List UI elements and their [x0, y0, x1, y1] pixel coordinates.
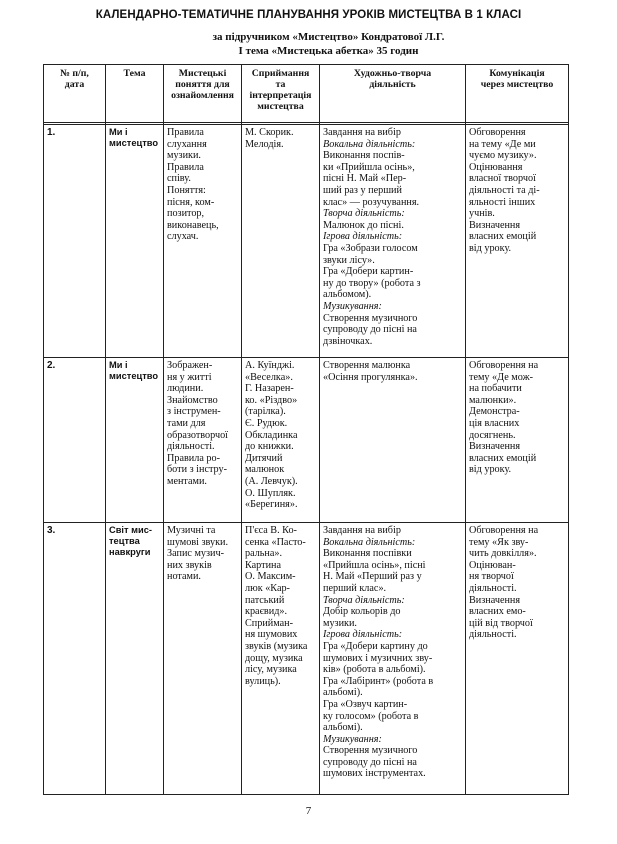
concepts-line: шумові звуки.	[167, 536, 229, 548]
concepts-line: Музичні та	[167, 525, 216, 536]
perception-line: ральна».	[245, 548, 283, 560]
communication-line: діяльності та ді-	[469, 184, 540, 196]
activity-line: ки «Прийшла осінь»,	[323, 161, 415, 173]
communication-line: діяльності.	[469, 629, 517, 641]
concepts-line: боти з інстру-	[167, 464, 227, 476]
concepts-line: Правила	[167, 161, 204, 173]
perception-line: М. Скорик.	[245, 127, 294, 138]
communication-line: Оцінювання	[469, 161, 523, 173]
perception-line: патський	[245, 594, 285, 606]
concepts-line: нотами.	[167, 571, 201, 583]
activity-line: Добір кольорів до	[323, 606, 401, 618]
perception-line: лісу, музика	[245, 664, 297, 676]
activity-line: Виконання поспів-	[323, 150, 405, 162]
activity-line: Гра «Лабіринт» (робота в	[323, 675, 434, 687]
table-row	[44, 125, 569, 358]
cell-communication	[466, 358, 569, 523]
row-number: 2.	[47, 360, 56, 371]
cell-perception	[242, 523, 320, 795]
planning-table	[43, 64, 569, 795]
activity-line: ший раз у перший	[323, 184, 402, 196]
activity-line: альбомом).	[323, 289, 372, 301]
cell-concepts	[164, 523, 242, 795]
communication-line: малюнки».	[469, 394, 517, 406]
concepts-line: них звуків	[167, 559, 212, 571]
activity-line: ну до твору» (робота з	[323, 277, 421, 289]
concepts-line: пісня, ком-	[167, 196, 215, 208]
activity-line: супроводу до пісні на	[323, 324, 417, 336]
communication-line: на побачити	[469, 383, 522, 395]
perception-line: дощу, музика	[245, 652, 303, 664]
communication-line: Визначення	[469, 219, 521, 231]
header-line: через мистецтво	[480, 79, 554, 90]
communication-line: цій від творчої	[469, 617, 533, 629]
activity-line: Завдання на вибір	[323, 525, 401, 536]
cell-topic	[106, 125, 164, 358]
concepts-line: ментами.	[167, 475, 207, 487]
header-concepts	[164, 65, 242, 123]
perception-line: П'єса В. Ко-	[245, 525, 297, 536]
activity-line: ків» (робота в альбомі).	[323, 664, 426, 676]
activity-line: Творча діяльність:	[323, 208, 405, 220]
communication-line: від уроку.	[469, 242, 512, 254]
activity-line: дзвіночках.	[323, 335, 373, 347]
communication-line: діяльності.	[469, 582, 517, 594]
topic-line: мистецтво	[109, 138, 159, 148]
communication-line: яльності інших	[469, 196, 536, 208]
communication-line: Обговорення на	[469, 525, 539, 536]
perception-line: ко. «Різдво»	[245, 394, 298, 406]
header-line: Мистецькі	[178, 68, 227, 79]
communication-line: Обговорення на	[469, 360, 539, 371]
perception-line: звуків (музика	[245, 640, 308, 652]
activity-line: Створення музичного	[323, 312, 418, 324]
communication-line: Визначення	[469, 594, 521, 606]
perception-line: «Берегиня».	[245, 499, 298, 511]
activity-line: клас» — розучування.	[323, 196, 420, 208]
cell-communication	[466, 523, 569, 795]
concepts-line: слухання	[167, 138, 207, 150]
communication-line: власних емоцій	[469, 231, 537, 243]
header-topic	[106, 65, 164, 123]
communication-line: ція власних	[469, 417, 520, 429]
activity-line: Н. Май «Перший раз у	[323, 571, 422, 583]
activity-line: шумових і музичних зву-	[323, 652, 433, 664]
table-row	[44, 523, 569, 795]
page-number: 7	[305, 805, 312, 817]
cell-perception	[242, 125, 320, 358]
textbook-subtitle: за підручником «Мистецтво» Кондратової Л.Г.	[212, 31, 445, 43]
header-line: мистецтва	[257, 101, 304, 112]
perception-line: А. Куїнджі.	[245, 360, 295, 371]
cell-topic	[106, 358, 164, 523]
cell-concepts	[164, 125, 242, 358]
header-line: Сприймання	[251, 68, 310, 79]
activity-line: ку голосом» (робота в	[323, 710, 419, 722]
activity-line: Гра «Озвуч картин-	[323, 698, 408, 710]
communication-line: учнів.	[469, 208, 495, 220]
communication-line: власних емоцій	[469, 452, 537, 464]
cell-concepts	[164, 358, 242, 523]
activity-line: Творча діяльність:	[323, 594, 405, 606]
communication-line: від уроку.	[469, 464, 512, 476]
header-perception	[242, 65, 320, 123]
communication-line: тему «Як зву-	[469, 536, 529, 548]
concepts-line: ня у житті	[167, 371, 212, 383]
activity-line: Створення малюнка	[323, 360, 411, 371]
topic-line: мистецтво	[109, 371, 159, 381]
concepts-line: Правила	[167, 127, 204, 138]
communication-line: тему «Де мож-	[469, 371, 534, 383]
perception-line: Є. Рудюк.	[245, 417, 288, 429]
topic-line: Ми і	[109, 127, 128, 137]
communication-line: ня творчої	[469, 571, 514, 583]
header-line: та	[275, 79, 286, 90]
topic-line: навкруги	[109, 547, 151, 557]
topic-line: Світ мис-	[109, 525, 153, 535]
activity-line: Створення музичного	[323, 745, 418, 757]
header-line: № п/п,	[60, 68, 89, 79]
perception-line: вулиць).	[245, 675, 281, 687]
table-body	[44, 125, 569, 795]
cell-perception	[242, 358, 320, 523]
row-number: 1.	[47, 127, 56, 138]
activity-line: Виконання поспівки	[323, 548, 412, 560]
header-num	[44, 65, 106, 123]
row-number: 3.	[47, 525, 56, 536]
activity-line: Гра «Добери картину до	[323, 640, 428, 652]
topic-line: Ми і	[109, 360, 128, 370]
concepts-line: виконавець,	[167, 219, 219, 231]
perception-line: О. Максим-	[245, 571, 296, 583]
perception-line: Обкладинка	[245, 429, 298, 441]
concepts-line: Запис музич-	[167, 548, 224, 560]
communication-line: Оцінюван-	[469, 559, 516, 571]
cell-num	[44, 523, 106, 795]
concepts-line: тами для	[167, 417, 206, 429]
perception-line: Картина	[245, 559, 282, 571]
activity-line: Гра «Зобрази голосом	[323, 242, 418, 254]
activity-line: Завдання на вибір	[323, 127, 401, 138]
concepts-line: образотворчої	[167, 429, 228, 441]
perception-line: О. Шупляк.	[245, 487, 296, 499]
header-line: ознайомлення	[171, 90, 234, 101]
cell-activity	[320, 125, 466, 358]
activity-line: супроводу до пісні на	[323, 756, 417, 768]
cell-activity	[320, 358, 466, 523]
concepts-line: з інструмен-	[167, 406, 221, 418]
activity-line: «Осіння прогулянка».	[323, 371, 418, 383]
header-activity	[320, 65, 466, 123]
header-line: діяльність	[369, 79, 416, 90]
header-line: Художньо-творча	[353, 68, 432, 79]
activity-line: шумових інструментах.	[323, 768, 426, 780]
header-line: інтерпретація	[249, 90, 312, 101]
communication-line: власних емо-	[469, 606, 526, 618]
activity-line: Гра «Добери картин-	[323, 266, 414, 278]
perception-line: Сприйман-	[245, 617, 293, 629]
activity-line: звуки лісу».	[323, 254, 375, 266]
header-line: Комунікація	[489, 68, 545, 79]
communication-line: чуємо музику».	[469, 150, 537, 162]
communication-line: чить довкілля».	[469, 548, 537, 560]
header-line: дата	[64, 79, 85, 90]
activity-line: пісні Н. Май «Пер-	[323, 173, 407, 185]
perception-line: Г. Назарен-	[245, 383, 294, 395]
perception-line: сенка «Пасто-	[245, 536, 306, 548]
concepts-line: Поняття:	[167, 184, 206, 196]
cell-num	[44, 358, 106, 523]
cell-activity	[320, 523, 466, 795]
activity-line: альбомі).	[323, 722, 363, 734]
activity-line: музики.	[323, 617, 357, 629]
perception-line: люк «Кар-	[245, 582, 290, 594]
header-line: Тема	[123, 68, 146, 79]
communication-line: Демонстра-	[469, 406, 520, 418]
communication-line: на тему «Де ми	[469, 138, 536, 150]
cell-num	[44, 125, 106, 358]
activity-line: альбомі).	[323, 687, 363, 699]
communication-line: власної творчої	[469, 173, 536, 185]
concepts-line: музики.	[167, 150, 201, 162]
activity-line: Музикування:	[323, 300, 382, 312]
perception-line: ня шумових	[245, 629, 298, 641]
concepts-line: позитор,	[167, 208, 205, 220]
perception-line: краєвид».	[245, 606, 288, 618]
perception-line: «Веселка».	[245, 371, 293, 383]
topic-line: тецтва	[109, 536, 140, 546]
activity-line: Ігрова діяльність:	[323, 629, 403, 641]
header-communication	[466, 65, 569, 123]
activity-line: «Прийшла осінь», пісні	[323, 559, 426, 571]
concepts-line: Знайомство	[167, 394, 218, 406]
cell-topic	[106, 523, 164, 795]
document-title: КАЛЕНДАРНО-ТЕМАТИЧНЕ ПЛАНУВАННЯ УРОКІВ МИСТЕЦТВА В 1 КЛАСІ	[95, 9, 522, 21]
concepts-line: людини.	[167, 383, 204, 395]
cell-communication	[466, 125, 569, 358]
perception-line: Дитячий	[245, 452, 283, 464]
perception-line: (тарілка).	[245, 406, 286, 418]
concepts-line: слухач.	[167, 231, 199, 243]
table-row	[44, 358, 569, 523]
perception-line: Мелодія.	[245, 138, 284, 150]
activity-line: Ігрова діяльність:	[323, 231, 403, 243]
communication-line: Обговорення	[469, 127, 526, 138]
perception-line: (А. Левчук).	[245, 475, 298, 487]
activity-line: Вокальна діяльність:	[323, 138, 416, 150]
concepts-line: Зображен-	[167, 360, 213, 371]
header-line: поняття для	[175, 79, 230, 90]
activity-line: Музикування:	[323, 733, 382, 745]
concepts-line: співу.	[167, 173, 191, 185]
activity-line: Вокальна діяльність:	[323, 536, 416, 548]
communication-line: Визначення	[469, 441, 521, 453]
perception-line: малюнок	[245, 464, 285, 476]
table-header-row	[44, 65, 569, 123]
activity-line: перший клас».	[323, 582, 387, 594]
activity-line: Малюнок до пісні.	[323, 219, 404, 231]
concepts-line: Правила ро-	[167, 452, 220, 464]
perception-line: до книжки.	[245, 441, 294, 453]
concepts-line: діяльності.	[167, 441, 215, 453]
communication-line: досягнень.	[469, 429, 516, 441]
theme-subtitle: I тема «Мистецька абетка» 35 годин	[238, 45, 419, 57]
